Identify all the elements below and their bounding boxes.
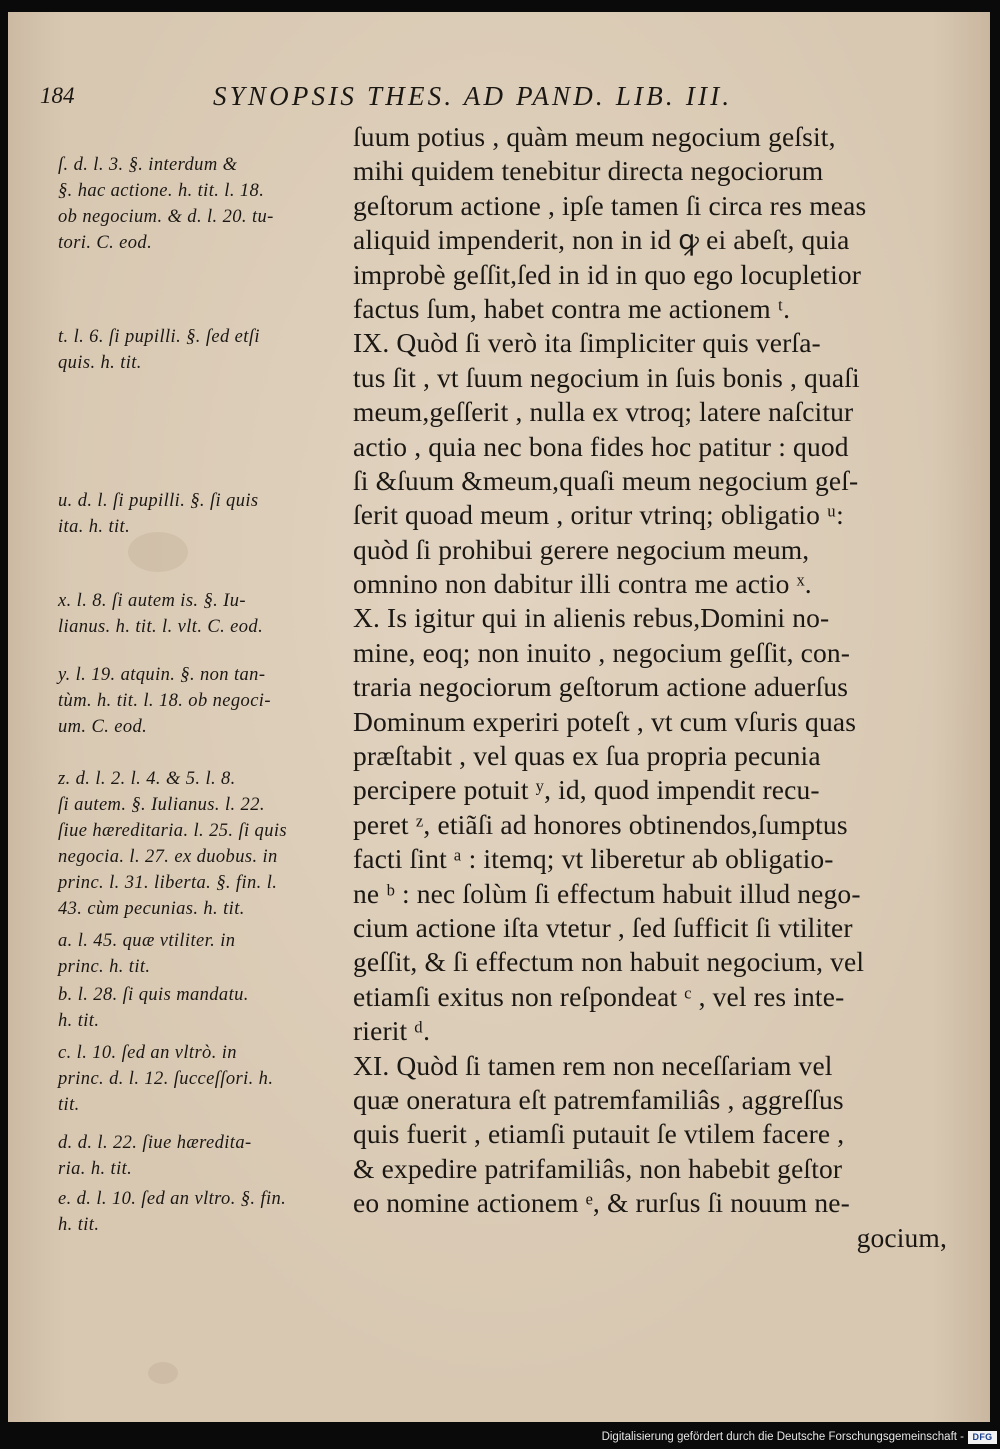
main-text-column [353, 120, 965, 1255]
margin-note-b [58, 982, 358, 1034]
catchword-line: gocium, [856, 1221, 947, 1253]
note-line: h. tit. [58, 1215, 100, 1235]
note-line: u. d. l. ſi pupilli. §. ſi quis [58, 491, 259, 511]
note-line: y. l. 19. atquin. §. non tan- [58, 665, 266, 685]
text-line: actio , quia nec bona fides hoc patitur : quod [353, 430, 849, 462]
text-line: ſuum potius , quàm meum negocium geſsit, [353, 121, 836, 152]
text-line: Dominum experiri poteſt , vt cum vſuris quas [353, 705, 857, 737]
note-line: tori. C. eod. [58, 233, 153, 253]
margin-note-y [58, 662, 358, 740]
note-line: tùm. h. tit. l. 18. ob negoci- [58, 691, 271, 711]
note-line: t. l. 6. ſi pupilli. §. ſed etſi [58, 327, 260, 347]
note-line: h. tit. [58, 1011, 100, 1031]
running-head [8, 83, 990, 123]
note-line: ſ. d. l. 3. §. interdum & [58, 155, 238, 175]
margin-notes [58, 152, 358, 1302]
text-line: etiamſi exitus non reſpondeat ᶜ , vel res inte- [353, 980, 845, 1012]
text-line: cium actione iſta vtetur , ſed ſufficit ſi vtiliter [353, 911, 853, 943]
dfg-logo: DFG [968, 1431, 997, 1444]
note-line: princ. d. l. 12. ſucceſſori. h. [58, 1069, 274, 1089]
text-line: quòd ſi prohibui gerere negocium meum, [353, 533, 810, 565]
note-line: c. l. 10. ſed an vltrò. in [58, 1043, 237, 1063]
note-line: tit. [58, 1095, 80, 1115]
margin-note-t [58, 324, 358, 376]
book-page [8, 12, 990, 1422]
note-line: d. d. l. 22. ſiue hæredita- [58, 1133, 252, 1153]
margin-note-z [58, 766, 358, 922]
page-number: 184 [40, 83, 75, 108]
margin-note-x [58, 588, 358, 640]
text-line: improbè geſſit,ſed in id in quo ego locupletior [353, 258, 862, 290]
paper-stain [148, 1362, 178, 1384]
note-line: ita. h. tit. [58, 517, 131, 537]
note-line: quis. h. tit. [58, 353, 142, 373]
note-line: a. l. 45. quæ vtiliter. in [58, 931, 236, 951]
footer-bar [0, 1427, 1000, 1449]
text-line: percipere potuit ʸ, id, quod impendit recu- [353, 774, 820, 806]
text-line: ſi &ſuum &meum,quaſi meum negocium geſ- [353, 464, 859, 496]
note-line: ob negocium. & d. l. 20. tu- [58, 207, 274, 227]
text-line: omnino non dabitur illi contra me actio ˣ. [353, 568, 812, 600]
note-line: princ. h. tit. [58, 957, 151, 977]
margin-note-d [58, 1130, 358, 1182]
note-line: 43. cùm pecunias. h. tit. [58, 899, 245, 919]
text-line: præſtabit , vel quas ex ſua propria pecunia [353, 740, 821, 772]
text-line: peret ᶻ, etiãſi ad honores obtinendos,ſumptus [353, 808, 848, 840]
margin-note-s [58, 152, 358, 256]
note-line: ſi autem. §. Iulianus. l. 22. [58, 795, 265, 815]
note-line: x. l. 8. ſi autem is. §. Iu- [58, 591, 246, 611]
text-line: quæ oneratura eſt patremfamiliâs , aggreſſus [353, 1083, 844, 1115]
text-line: geſtorum actione , ipſe tamen ſi circa res meas [353, 189, 867, 221]
note-line: negocia. l. 27. ex duobus. in [58, 847, 278, 867]
note-line: z. d. l. 2. l. 4. & 5. l. 8. [58, 769, 236, 789]
note-line: princ. l. 31. liberta. §. fin. l. [58, 873, 278, 893]
margin-note-u [58, 488, 358, 540]
funding-credit: Digitalisierung gefördert durch die Deutsche Forschungsgemeinschaft - [601, 1431, 964, 1443]
text-line: geſſit, & ſi effectum non habuit negocium, vel [353, 946, 865, 978]
text-line: rierit ᵈ. [353, 1015, 431, 1047]
text-line: mihi quidem tenebitur directa negociorum [353, 155, 824, 187]
text-line: aliquid impenderit, non in id ꝙ ei abeſt, quia [353, 224, 850, 256]
note-line: um. C. eod. [58, 717, 148, 737]
margin-note-a [58, 928, 358, 980]
text-line: meum,geſſerit , nulla ex vtroq; latere naſcitur [353, 396, 854, 428]
note-line: ria. h. tit. [58, 1159, 133, 1179]
margin-note-c [58, 1040, 358, 1118]
note-line: §. hac actione. h. tit. l. 18. [58, 181, 265, 201]
text-line: eo nomine actionem ᵉ, & rurſus ſi nouum ne- [353, 1187, 850, 1219]
text-line: traria negociorum geſtorum actione aduerſus [353, 671, 849, 703]
text-line: & expedire patrifamiliâs, non habebit geſtor [353, 1152, 843, 1184]
section-ix-line: IX. Quòd ſi verò ita ſimpliciter quis verſa- [353, 327, 821, 359]
text-line: mine, eoq; non inuito , negocium geſſit, con- [353, 636, 851, 668]
text-line: facti ſint ᵃ : itemq; vt liberetur ab obligatio- [353, 843, 834, 875]
text-line: ſerit quoad meum , oritur vtrinq; obligatio ᵘ: [353, 499, 844, 531]
note-line: b. l. 28. ſi quis mandatu. [58, 985, 249, 1005]
text-line: quis fuerit , etiamſi putauit ſe vtilem facere , [353, 1118, 845, 1150]
text-line: tus ſit , vt ſuum negocium in ſuis bonis , quaſi [353, 361, 860, 393]
note-line: lianus. h. tit. l. vlt. C. eod. [58, 617, 264, 637]
section-xi-line: XI. Quòd ſi tamen rem non neceſſariam vel [353, 1049, 833, 1081]
text-line: factus ſum, habet contra me actionem ᵗ. [353, 292, 791, 324]
margin-note-e [58, 1186, 358, 1238]
running-title: SYNOPSIS THES. AD PAND. LIB. III. [213, 81, 733, 111]
note-line: ſiue hæreditaria. l. 25. ſi quis [58, 821, 287, 841]
section-x-line: X. Is igitur qui in alienis rebus,Domini no- [353, 602, 830, 634]
note-line: e. d. l. 10. ſed an vltro. §. fin. [58, 1189, 287, 1209]
text-line: ne ᵇ : nec ſolùm ſi effectum habuit illud nego- [353, 877, 861, 909]
